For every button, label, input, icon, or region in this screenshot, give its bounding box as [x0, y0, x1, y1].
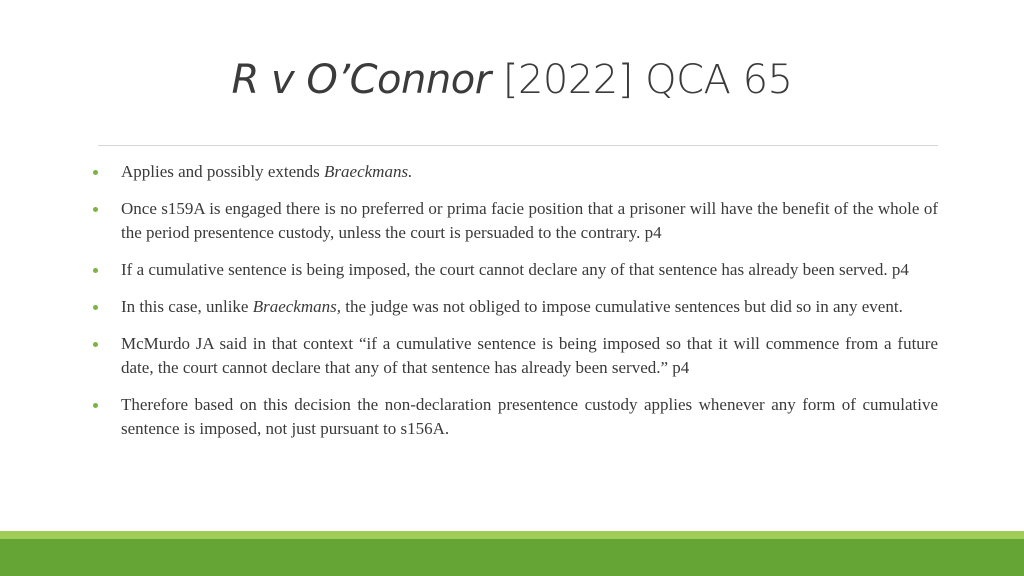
bullet-text-italic: Braeckmans,: [252, 297, 341, 316]
bullet-item: [92, 332, 938, 380]
bullet-item: [92, 160, 938, 184]
bullet-dot-icon: [93, 170, 98, 175]
title-citation: [2022] QCA 65: [490, 57, 793, 103]
footer-band-light: [0, 531, 1024, 539]
title-divider: [98, 145, 938, 146]
title-case-name: R v O’Connor: [231, 57, 491, 103]
bullet-dot-icon: [93, 403, 98, 408]
bullet-list: [92, 160, 938, 454]
bullet-dot-icon: [93, 207, 98, 212]
bullet-text-italic: Braeckmans.: [324, 162, 413, 181]
bullet-item: [92, 258, 938, 282]
footer-band-dark: [0, 539, 1024, 576]
bullet-text: Therefore based on this decision the non-declaration presentence custody applies whenever any form of cumulative sentence is imposed, not just pursuant to s156A.: [121, 395, 938, 438]
bullet-text: Once s159A is engaged there is no preferred or prima facie position that a prisoner will have the benefit of the whole of the period presentence custody, unless the court is persuaded to the contrary. p4: [121, 199, 938, 242]
bullet-text: If a cumulative sentence is being imposed, the court cannot declare any of that sentence has already been served. p4: [121, 260, 909, 279]
bullet-item: [92, 197, 938, 245]
bullet-item: [92, 393, 938, 441]
bullet-text: Applies and possibly extends: [121, 162, 325, 181]
bullet-dot-icon: [93, 305, 98, 310]
bullet-item: [92, 295, 938, 319]
bullet-text: McMurdo JA said in that context “if a cumulative sentence is being imposed so that it will commence from a future date, the court cannot declare that any of that sentence has already been served.” p4: [121, 334, 938, 377]
bullet-text: In this case, unlike: [121, 297, 253, 316]
bullet-dot-icon: [93, 268, 98, 273]
bullet-dot-icon: [93, 342, 98, 347]
bullet-text: the judge was not obliged to impose cumulative sentences but did so in any event.: [341, 297, 903, 316]
slide-title: [0, 52, 1024, 108]
